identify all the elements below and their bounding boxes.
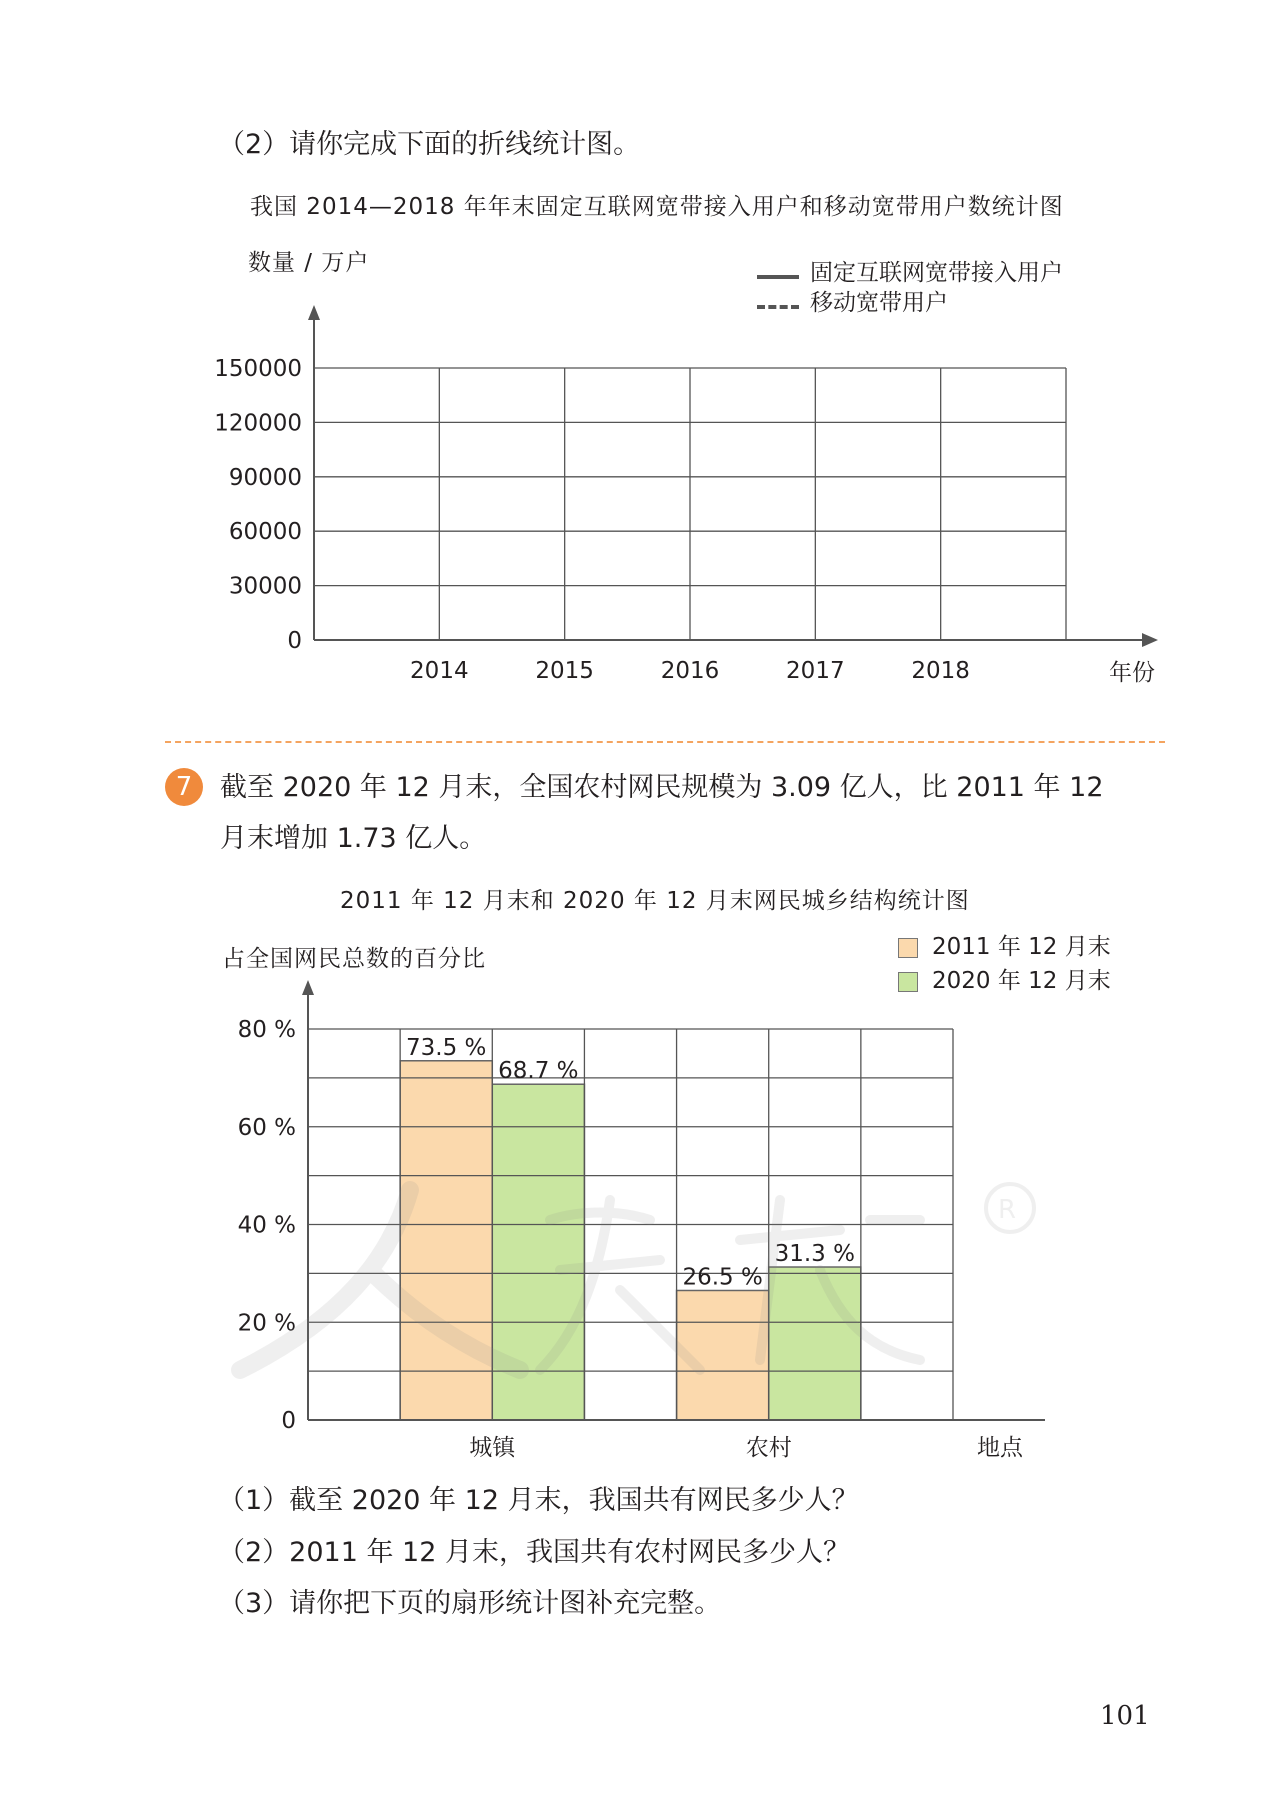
problem7-line2: 月末增加 1.73 亿人。 <box>220 823 487 854</box>
part2-prompt: （2）请你完成下面的折线统计图。 <box>218 129 641 160</box>
y-tick-label: 40 % <box>237 1212 296 1239</box>
legend-2011-label: 2011 年 12 月末 <box>932 934 1111 960</box>
x-tick-label: 2017 <box>786 658 845 684</box>
bar-value-label: 26.5 % <box>682 1264 763 1291</box>
y-tick-label: 0 <box>281 1408 296 1434</box>
x-axis-label: 地点 <box>977 1435 1023 1461</box>
x-axis-label: 年份 <box>1109 660 1155 686</box>
x-tick-label: 2018 <box>911 658 970 684</box>
x-tick-label: 2014 <box>410 658 469 684</box>
x-tick-label: 2016 <box>660 658 720 684</box>
y-tick-label: 60 % <box>237 1114 296 1141</box>
question-1: （1）截至 2020 年 12 月末，我国共有网民多少人？ <box>218 1485 859 1516</box>
bar-chart-title: 2011 年 12 月末和 2020 年 12 月末网民城乡结构统计图 <box>340 888 970 914</box>
problem-number-badge: 7 <box>165 768 203 806</box>
question-2: （2）2011 年 12 月末，我国共有农村网民多少人？ <box>218 1537 850 1568</box>
y-tick-label: 80 % <box>237 1017 296 1043</box>
bar-chart-ylabel: 占全国网民总数的百分比 <box>222 946 486 972</box>
y-tick-label: 60000 <box>228 519 302 546</box>
y-tick-label: 90000 <box>228 464 302 491</box>
bar-value-label: 31.3 % <box>774 1241 855 1268</box>
problem7-line1: 截至 2020 年 12 月末，全国农村网民规模为 3.09 亿人，比 2011 年 12 <box>220 772 1104 803</box>
publisher-watermark <box>220 1180 1040 1380</box>
bar-value-label: 73.5 % <box>406 1034 487 1061</box>
y-tick-label: 30000 <box>228 573 302 600</box>
y-tick-label: 150000 <box>214 356 302 382</box>
x-tick-label: 农村 <box>745 1435 792 1461</box>
legend-mobile-broadband: 移动宽带用户 <box>810 290 948 316</box>
y-tick-label: 20 % <box>237 1310 296 1337</box>
x-tick-label: 城镇 <box>469 1435 516 1461</box>
line-chart-ylabel: 数量 / 万户 <box>248 250 370 276</box>
y-axis-arrow-icon <box>302 980 314 995</box>
svg-text:R: R <box>998 1195 1017 1225</box>
y-tick-label: 0 <box>287 628 302 654</box>
bar-value-label: 68.7 % <box>498 1058 579 1085</box>
x-tick-label: 2015 <box>535 658 594 684</box>
line-chart-title: 我国 2014—2018 年年末固定互联网宽带接入用户和移动宽带用户数统计图 <box>250 194 1064 220</box>
legend-fixed-broadband: 固定互联网宽带接入用户 <box>810 260 1063 286</box>
legend-2020-label: 2020 年 12 月末 <box>932 968 1111 994</box>
y-tick-label: 120000 <box>214 410 302 437</box>
page-number: 101 <box>1100 1701 1150 1731</box>
question-3: （3）请你把下页的扇形统计图补充完整。 <box>218 1588 722 1619</box>
